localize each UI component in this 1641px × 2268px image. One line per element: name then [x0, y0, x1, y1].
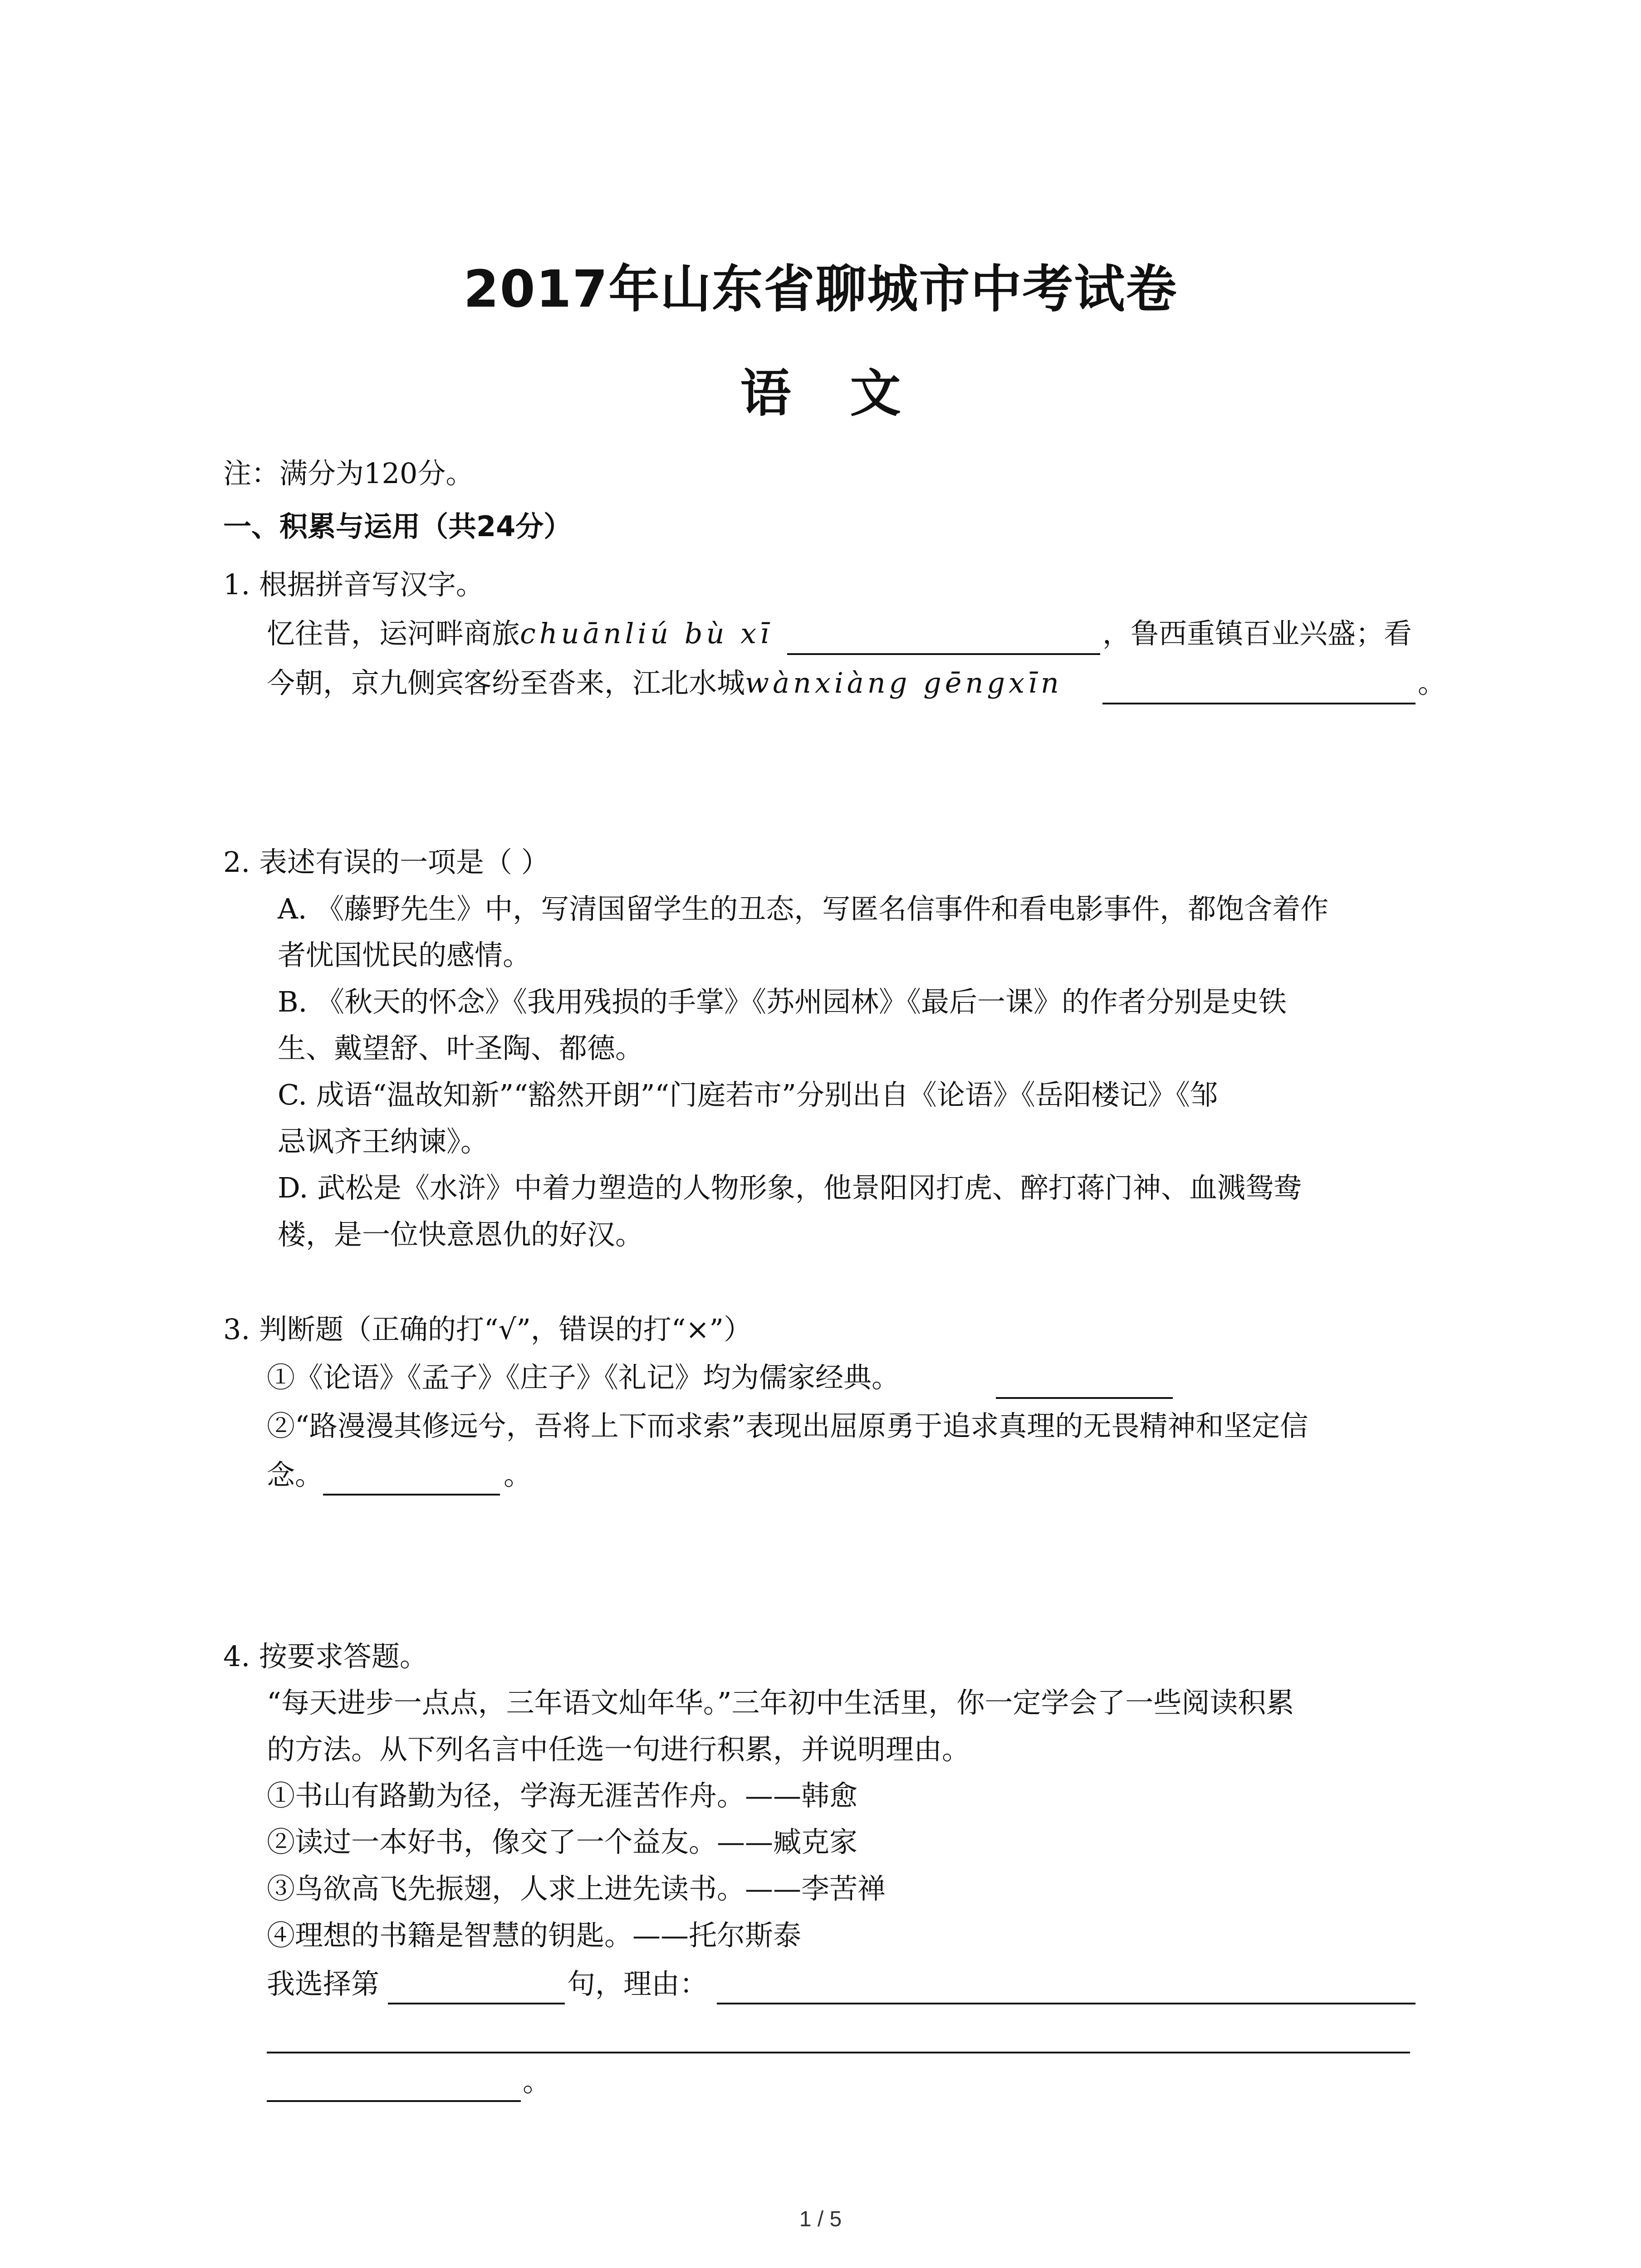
question-1-text-d: 。 [1418, 666, 1446, 699]
judge-item-1: ①《论语》《孟子》《庄子》《礼记》均为儒家经典。 [267, 1361, 900, 1394]
judge-item-2-end: 。 [504, 1458, 532, 1491]
question-1-text-b: ，鲁西重镇百业兴盛；看 [1102, 617, 1412, 650]
answer-blank-reason-2[interactable] [267, 2052, 1410, 2053]
score-note: 注：满分为120分。 [223, 457, 474, 490]
section-heading: 一、积累与运用（共24分） [223, 510, 572, 543]
answer-blank-reason-3[interactable] [267, 2100, 521, 2102]
answer-end: 。 [523, 2065, 551, 2098]
option-c-line-2: 忌讽齐王纳谏》。 [278, 1125, 489, 1158]
option-b-line-2: 生、戴望舒、叶圣陶、都德。 [278, 1031, 644, 1065]
option-c-line-1: C. 成语“温故知新”“豁然开朗”“门庭若市”分别出自《论语》《岳阳楼记》《邹 [278, 1078, 1218, 1111]
quote-option-2: ②读过一本好书，像交了一个益友。——臧克家 [267, 1825, 858, 1858]
answer-prompt-b: 句，理由： [567, 1967, 708, 2000]
question-1-text-c: 今朝，京九侧宾客纷至沓来，江北水城 [267, 666, 745, 699]
page-title: 2017年山东省聊城市中考试卷 [463, 260, 1178, 319]
page-number: 1 / 5 [799, 2207, 842, 2231]
answer-blank-1[interactable] [787, 653, 1100, 655]
question-2-head: 2. 表述有误的一项是（ ） [223, 846, 549, 879]
answer-blank-4[interactable] [323, 1494, 500, 1496]
question-3-head: 3. 判断题（正确的打“√”，错误的打“×”） [223, 1313, 752, 1346]
judge-item-2-line-1: ②“路漫漫其修远兮，吾将上下而求索”表现出屈原勇于追求真理的无畏精神和坚定信 [267, 1409, 1308, 1442]
question-4-head: 4. 按要求答题。 [223, 1640, 428, 1673]
judge-item-2-line-2: 念。 [267, 1458, 323, 1491]
quote-option-4: ④理想的书籍是智慧的钥匙。——托尔斯泰 [267, 1919, 802, 1952]
answer-prompt-a: 我选择第 [267, 1967, 380, 2000]
answer-blank-2[interactable] [1102, 703, 1416, 704]
question-1-text-a: 忆往昔，运河畔商旅 [267, 617, 520, 650]
option-a-line-2: 者忧国忧民的感情。 [278, 938, 531, 972]
pinyin-2: wànxiàng gēngxīn [745, 666, 1063, 699]
subject-title: 语 文 [740, 364, 901, 423]
question-1-head: 1. 根据拼音写汉字。 [223, 568, 484, 601]
question-4-para-1: “每天进步一点点，三年语文灿年华。”三年初中生活里，你一定学会了一些阅读积累 [267, 1686, 1294, 1719]
question-1-line-1 [267, 616, 773, 651]
quote-option-1: ①书山有路勤为径，学海无涯苦作舟。——韩愈 [267, 1779, 858, 1812]
pinyin-1: chuānliú bù xī [520, 617, 773, 650]
option-a-line-1: A. 《藤野先生》中，写清国留学生的丑态，写匿名信事件和看电影事件，都饱含着作 [278, 892, 1329, 925]
option-b-line-1: B. 《秋天的怀念》《我用残损的手掌》《苏州园林》《最后一课》的作者分别是史铁 [278, 985, 1287, 1018]
option-d-line-2: 楼，是一位快意恩仇的好汉。 [278, 1218, 644, 1251]
option-d-line-1: D. 武松是《水浒》中着力塑造的人物形象，他景阳冈打虎、醉打蒋门神、血溅鸳鸯 [278, 1171, 1302, 1204]
answer-blank-reason-1[interactable] [717, 2003, 1416, 2004]
answer-blank-3[interactable] [996, 1397, 1173, 1399]
question-1-line-2 [267, 665, 1063, 701]
question-4-para-2: 的方法。从下列名言中任选一句进行积累，并说明理由。 [267, 1733, 970, 1766]
answer-blank-sentence-number[interactable] [388, 2003, 565, 2004]
quote-option-3: ③鸟欲高飞先振翅，人求上进先读书。——李苦禅 [267, 1872, 886, 1905]
